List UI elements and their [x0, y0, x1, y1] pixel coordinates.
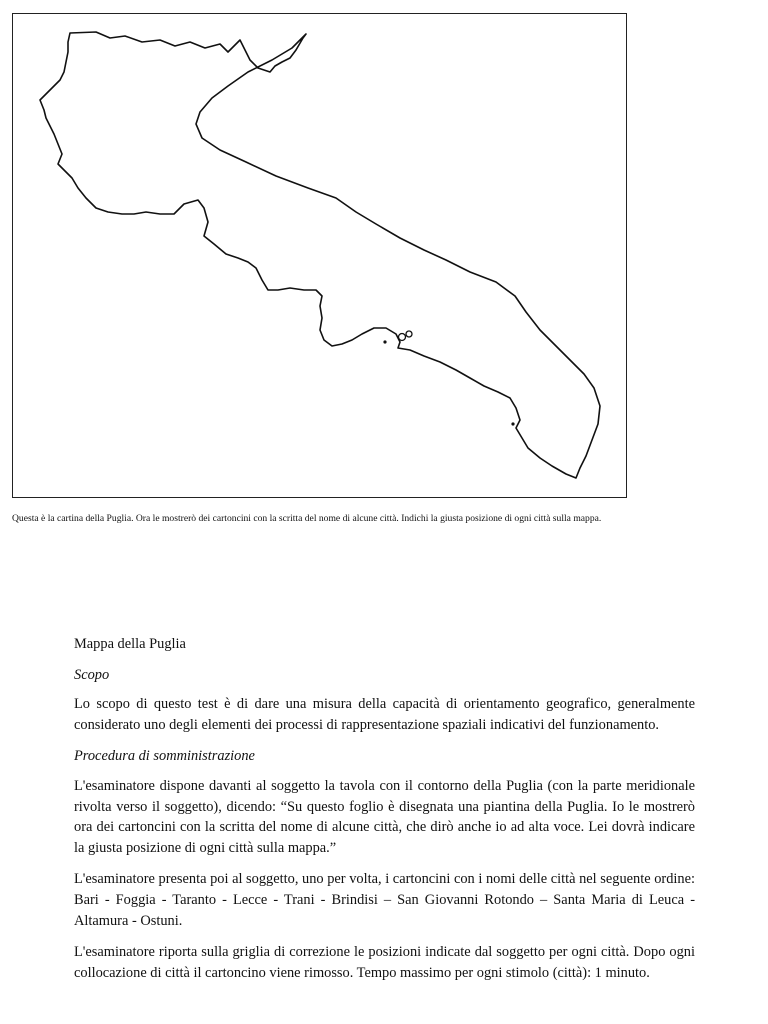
- map-caption: Questa è la cartina della Puglia. Ora le mostrerò dei cartoncini con la scritta del nome di alcune città. Indichi la giusta posizione di ogni città sulla mappa.: [12, 513, 602, 524]
- map-islet: [399, 334, 406, 341]
- document-title: Mappa della Puglia: [74, 636, 186, 652]
- puglia-outline: [40, 32, 600, 478]
- map-islet: [406, 331, 412, 337]
- puglia-outline-map: [13, 14, 626, 497]
- document-body: [74, 634, 695, 994]
- map-frame: [12, 13, 627, 498]
- procedure-paragraph-3: L'esaminatore riporta sulla griglia di correzione le posizioni indicate dal soggetto per ogni città. Dopo ogni collocazione di città il cartoncino viene rimosso. Tempo massimo per ogni stimolo (città): 1 minuto.: [74, 944, 695, 981]
- scope-paragraph: Lo scopo di questo test è di dare una misura della capacità di orientamento geografico, generalmente considerato uno degli elementi dei processi di rappresentazione spaziali indicativi del funzionamento.: [74, 696, 695, 733]
- scope-heading: Scopo: [74, 666, 110, 683]
- procedure-heading: Procedura di somministrazione: [74, 748, 255, 765]
- procedure-paragraph-2: L'esaminatore presenta poi al soggetto, uno per volta, i cartoncini con i nomi delle città nel seguente ordine: Bari - Foggia - Taranto - Lecce - Trani - Brindisi – San Giovanni Rotondo – Santa Maria di Leuca - Altamura - Ostuni.: [74, 871, 695, 929]
- map-islet: [383, 340, 386, 343]
- procedure-paragraph-1: L'esaminatore dispone davanti al soggetto la tavola con il contorno della Puglia (con la parte meridionale rivolta verso il soggetto), dicendo: “Su questo foglio è disegnata una piantina della Puglia. Io le mostrerò ora dei cartoncini con la scritta del nome di alcune città, che dirò anche io ad alta voce. Lei dovrà indicare la giusta posizione di ogni città sulla mappa.”: [74, 777, 695, 856]
- map-islet: [511, 422, 514, 425]
